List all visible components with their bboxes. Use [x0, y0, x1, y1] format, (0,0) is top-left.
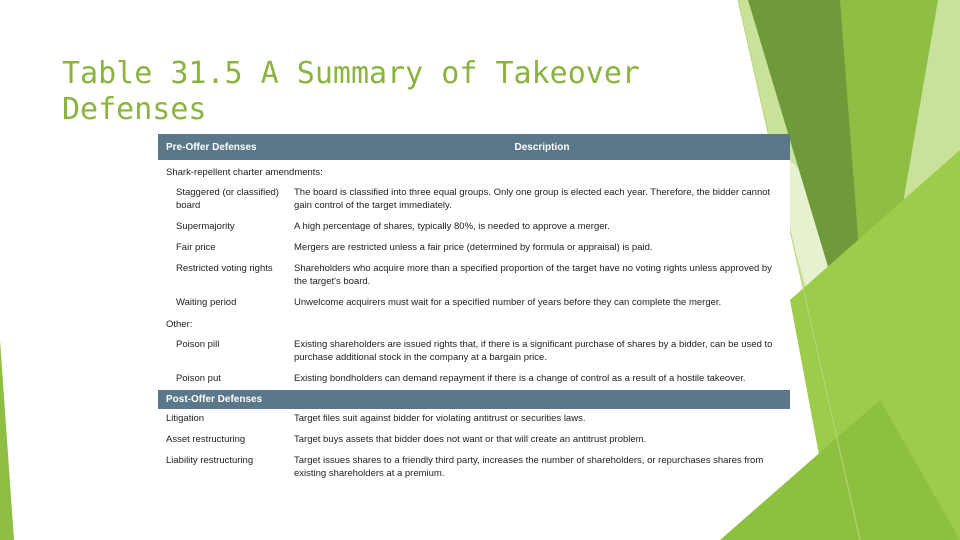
header-post-offer: Post-Offer Defenses: [158, 390, 790, 409]
defense-description: Shareholders who acquire more than a specified proportion of the target have no voting rights unless approved by the target's board.: [294, 263, 772, 287]
table-row: [158, 335, 790, 369]
table-row: [158, 369, 790, 390]
table-row: [158, 451, 790, 485]
table-row: [158, 259, 790, 293]
defense-name: Waiting period: [176, 297, 237, 308]
group-label-row: [158, 314, 790, 335]
table-row: [158, 238, 790, 259]
defense-name: Asset restructuring: [166, 434, 246, 445]
defense-description: Target issues shares to a friendly third party, increases the number of shareholders, or repurchases shares from existing shareholders at a premium.: [294, 455, 764, 479]
header-description: Description: [292, 134, 790, 160]
table-row: [158, 430, 790, 451]
defense-name: Liability restructuring: [166, 455, 254, 466]
defense-name: Poison pill: [176, 339, 220, 350]
group-label-row: [158, 160, 790, 183]
defense-description: Target files suit against bidder for violating antitrust or securities laws.: [294, 413, 586, 424]
slide-title: Table 31.5 A Summary of Takeover Defenses: [62, 56, 640, 127]
defense-description: A high percentage of shares, typically 80%, is needed to approve a merger.: [294, 221, 610, 232]
table-header-row: [158, 134, 790, 160]
defense-name: Supermajority: [176, 221, 235, 232]
defense-name: Fair price: [176, 242, 216, 253]
defense-name: Poison put: [176, 373, 221, 384]
group-label-other: Other:: [166, 319, 193, 330]
table-row: [158, 409, 790, 430]
defense-description: Existing bondholders can demand repayment if there is a change of control as a result of a hostile takeover.: [294, 373, 746, 384]
takeover-defenses-table: [158, 134, 790, 479]
left-facet: [0, 340, 14, 540]
defense-name: Staggered (or classified) board: [176, 187, 279, 211]
defense-name: Restricted voting rights: [176, 263, 273, 274]
defense-description: Existing shareholders are issued rights that, if there is a significant purchase of shares by a bidder, can be used to purchase additional stock in the company at a bargain price.: [294, 339, 773, 363]
header-pre-offer: Pre-Offer Defenses: [158, 134, 292, 160]
table-row: [158, 293, 790, 314]
defense-description: Target buys assets that bidder does not want or that will create an antitrust problem.: [294, 434, 647, 445]
defense-description: Unwelcome acquirers must wait for a specified number of years before they can complete the merger.: [294, 297, 722, 308]
group-label-shark-repellent: Shark-repellent charter amendments:: [166, 167, 323, 178]
defense-name: Litigation: [166, 413, 205, 424]
defense-description: The board is classified into three equal groups. Only one group is elected each year. Therefore, the bidder cannot gain control of the target immediately.: [294, 187, 771, 211]
defense-description: Mergers are restricted unless a fair price (determined by formula or appraisal) is paid.: [294, 242, 653, 253]
table-row: [158, 217, 790, 238]
post-offer-header-row: [158, 390, 790, 409]
table-row: [158, 183, 790, 217]
